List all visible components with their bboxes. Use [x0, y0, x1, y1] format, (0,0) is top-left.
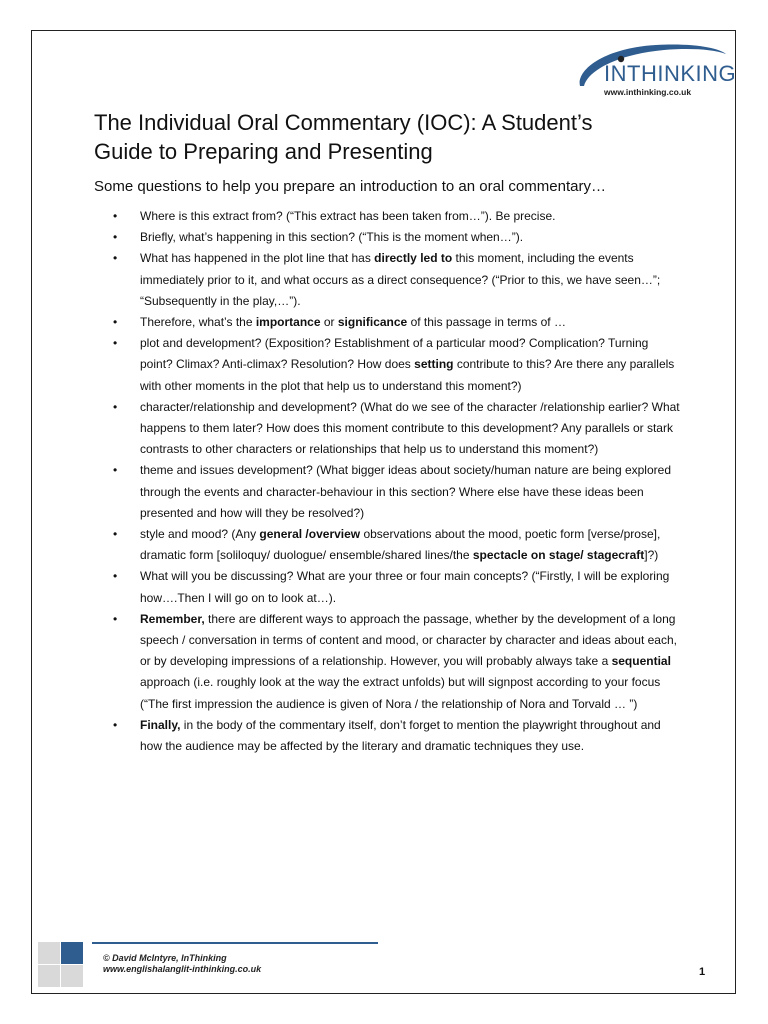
- list-item: [113, 206, 683, 227]
- list-item: [113, 333, 683, 397]
- list-item: [113, 227, 683, 248]
- bold-phrase: directly led to: [374, 251, 453, 266]
- footer-square: [61, 965, 83, 987]
- text-segment: Where is this extract from? (“This extract has been taken from…”). Be precise.: [140, 209, 556, 223]
- text-segment: or: [320, 315, 338, 330]
- list-item: [113, 715, 683, 757]
- footer-square: [38, 942, 60, 964]
- text-segment: Briefly, what’s happening in this section? (“This is the moment when…”).: [140, 230, 524, 245]
- text-segment: style and mood? (Any: [140, 527, 260, 542]
- logo-url: www.inthinking.co.uk: [604, 87, 692, 97]
- logo-wordmark: INTHINKING: [604, 61, 737, 86]
- text-segment: character/relationship and development? (What do we see of the character /relationship earlier? What happens to them later? How does this moment contribute to this development? Any parallels or stark contrasts to other characters or relationships that help us to understand this moment?): [140, 399, 680, 457]
- text-segment: Therefore, what’s the: [140, 315, 256, 330]
- footer-copyright: © David McIntyre, InThinking: [103, 953, 227, 963]
- list-item: [113, 460, 683, 524]
- footer-rule: [92, 942, 378, 944]
- document-title: The Individual Oral Commentary (IOC): A Student’s Guide to Preparing and Presenting: [94, 110, 593, 164]
- list-item: [113, 312, 683, 333]
- text-segment: there are different ways to approach the passage, whether by the development of a long speech / conversation in terms of content and mood, or character by character and ideas about each, or by developing impressions of a relationship. However, you will probably always take a: [140, 611, 677, 669]
- bold-phrase: spectacle on stage/ stagecraft: [472, 548, 645, 563]
- text-segment: observations about the mood, poetic form [verse/prose], dramatic form [soliloquy/ duologue/ ensemble/shared lines/the: [140, 527, 661, 563]
- text-segment: of this passage in terms of …: [407, 315, 566, 330]
- text-segment: contribute to this? Are there any parallels with other moments in the plot that help us to understand this moment?): [140, 357, 675, 393]
- footer-square: [38, 965, 60, 987]
- inthinking-logo: [574, 40, 737, 98]
- text-segment: plot and development? (Exposition? Establishment of a particular mood? Complication? Turning point? Climax? Anti-climax? Resolution? How does: [140, 336, 649, 372]
- text-segment: this moment, including the events immediately prior to it, and what occurs as a direct consequence? (“Prior to this, we have seen…”; “Subsequently in the play,…”).: [140, 251, 661, 308]
- question-list: [113, 206, 683, 757]
- list-item: [113, 397, 683, 461]
- list-item: [113, 609, 683, 715]
- bold-phrase: sequential: [611, 654, 671, 669]
- list-item: [113, 566, 683, 608]
- list-item: [113, 248, 683, 312]
- text-segment: What will you be discussing? What are your three or four main concepts? (“Firstly, I will be exploring how….Then I will go on to look at…).: [140, 569, 670, 605]
- document-subtitle: Some questions to help you prepare an introduction to an oral commentary…: [94, 178, 606, 195]
- footer-url: www.englishalanglit-inthinking.co.uk: [103, 964, 262, 974]
- bold-phrase: setting: [414, 357, 454, 372]
- bold-phrase: Finally,: [140, 717, 181, 732]
- text-segment: ]?): [644, 548, 659, 563]
- text-segment: approach (i.e. roughly look at the way the extract unfolds) but will signpost according to your focus (“The first impression the audience is given of Nora / the relationship of Nora and Torvald … ”): [140, 675, 661, 711]
- text-segment: in the body of the commentary itself, don’t forget to mention the playwright throughout and how the audience may be affected by the literary and dramatic techniques they use.: [140, 717, 661, 754]
- bold-phrase: significance: [337, 315, 408, 330]
- bold-phrase: importance: [255, 315, 321, 330]
- bold-phrase: Remember,: [140, 611, 205, 626]
- bold-phrase: general /overview: [259, 527, 361, 542]
- footer-square: [61, 942, 83, 964]
- text-segment: What has happened in the plot line that has: [140, 251, 375, 266]
- text-segment: theme and issues development? (What bigger ideas about society/human nature are being explored through the events and character-behaviour in this section? Where else have these ideas been presented and how will they be resolved?): [140, 463, 671, 520]
- footer-credits: [103, 953, 261, 975]
- page-number: 1: [699, 966, 706, 978]
- list-item: [113, 524, 683, 566]
